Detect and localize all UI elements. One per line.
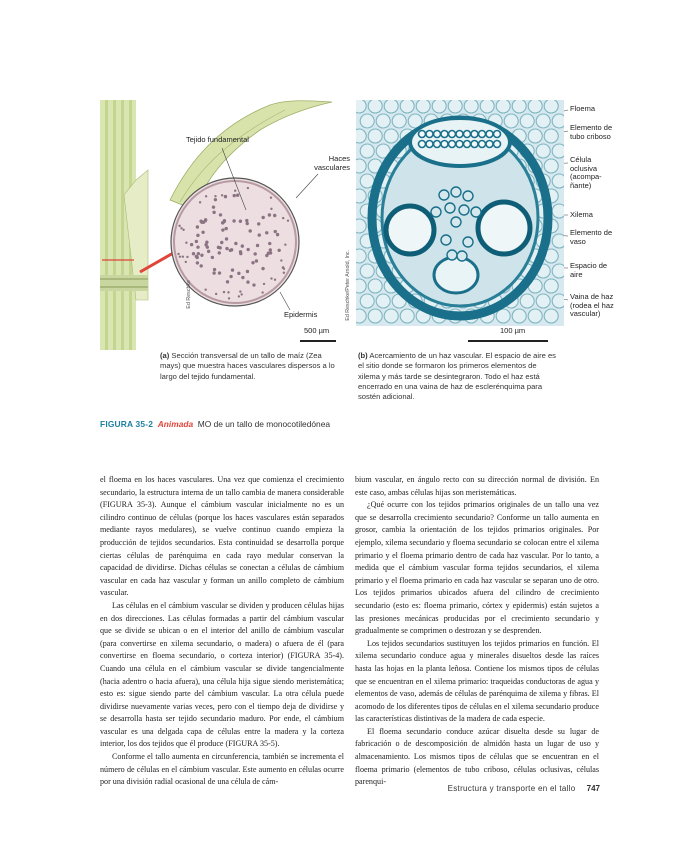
left-paragraph-2: Las células en el cámbium vascular se dividen y producen células hijas en dos direcciones. Las células formadas a partir del cámbium vascular que se divide se ubican o en el interior del anillo de cámbium vascular (para convertirse en xilema secundario, o madera) o afuera de él (para convertirse en floema secundario, o corteza interior) (FIGURA 35-4). Cuando una célula en el cámbium vascular se divide tangencialmente (hacia adentro o hacia afuera), una célula hija sigue siendo meristemática; esto es: sigue siendo parte del cámbium vascular. La otra célula puede dividirse nuevamente varias veces, pero con el tiempo deja de dividirse y se desarrolla hasta ser tejido secundario maduro. Por ende, el cámbium vascular es una delgada capa de células entre la madera y la corteza interior, los dos tejidos que él produce (FIGURA 35-5). (100, 600, 344, 749)
label-xilema: Xilema (570, 210, 593, 219)
label-elemento-tubo-criboso: Elemento de tubo criboso (570, 123, 613, 141)
scale-bar-b-label: 100 µm (500, 326, 526, 335)
figure-b-micrograph (356, 100, 564, 326)
caption-b-text: Acercamiento de un haz vascular. El espacio de aire es el sitio donde se formaron los primeros elementos de xilema y más tarde se desintegraron. Todo el haz está encerrado en una vaina de haz de esclerénquima para sostén adicional. (358, 351, 556, 401)
running-footer (430, 784, 600, 793)
scale-bar-b (468, 340, 548, 342)
caption-a-text: Sección transversal de un tallo de maíz (Zea mays) que muestra haces vasculares dispersos a lo largo del tejido fundamental. (160, 351, 335, 381)
left-paragraph-1: el floema en los haces vasculares. Una vez que comienza el crecimiento secundario, la estructura interna de un tallo cambia de manera considerable (FIGURA 35-3). Aunque el cámbium vascular inicialmente no es un cilindro continuo de células (porque los haces vasculares están separados mediante rayos medulares), se vuelve continuo cuando empieza la producción de tejidos secundarios. Esta continuidad se desarrolla porque ciertas células de parénquima en cada rayo medular conservan la capacidad de dividirse. Dichas células se conectan a células de cámbium vascular en cada haz vascular y forman un anillo completo de cámbium vascular. (100, 475, 344, 598)
right-paragraph-3: Los tejidos secundarios sustituyen los tejidos primarios en función. El xilema secundario conduce agua y minerales disueltos desde las raíces hasta las hojas en la planta leñosa. Contiene los mismos tipos de células que se encuentran en el xilema primario: traqueidas conductoras de agua y elementos de vaso, además de células de parénquima de xilema y fibras. El acomodo de los diferentes tipos de células en el xilema secundario produce las características distintivas de la madera de cada especie. (355, 638, 599, 724)
right-paragraph-1: bium vascular, en ángulo recto con su dirección normal de división. En este caso, ambas células hijas son meristemáticas. (355, 475, 599, 497)
label-elemento-vaso: Elemento de vaso (570, 228, 613, 246)
label-vaina-haz: Vaina de haz (rodea el haz vascular) (570, 292, 614, 319)
vascular-bundle-micrograph (356, 100, 564, 326)
left-paragraph-3: Conforme el tallo aumenta en circunferencia, también se incrementa el número de células en el cámbium vascular. Este aumento en células ocurre por una división radial ocasional de una célula de cám- (100, 752, 344, 787)
photo-credit-a: Ed Reschke (186, 280, 192, 309)
running-title: Estructura y transporte en el tallo (447, 784, 576, 793)
figure-title-text: MO de un tallo de monocotiledónea (197, 419, 331, 429)
label-celula-oclusiva: Célula oclusiva (acompa- ñante) (570, 155, 602, 190)
left-column (100, 474, 344, 789)
right-paragraph-2: ¿Qué ocurre con los tejidos primarios originales de un tallo una vez que se desarrolla crecimiento secundario? Conforme un tallo aumenta en grosor, cambia la orientación de los tejidos primarios originales. Por ejemplo, xilema secundario y floema secundario se colocan entre el xilema primario y el floema primario dentro de cada haz vascular. Por lo tanto, a medida que el cámbium vascular forma tejidos secundarios, el xilema primario y el floema primario en cada haz vascular se separan uno de otro. Los tejidos primarios ubicados afuera del cilindro de crecimiento secundario (esto es: floema primario, córtex y epidermis) están sujetos a las presiones mecánicas producidas por el crecimiento secundario y gradualmente se comprimen o destrozan y se desprenden. (355, 500, 599, 636)
figure-animated-tag: Animada (157, 419, 194, 429)
scale-bar-a-label: 500 µm (304, 326, 330, 335)
label-espacio-aire: Espacio de aire (570, 261, 608, 279)
page-number: 747 (586, 784, 600, 793)
label-haces-vasculares: Haces vasculares (314, 154, 350, 172)
right-paragraph-4: El floema secundario conduce azúcar disuelta desde su lugar de fabricación o de descomposición de almidón hasta un lugar de uso y almacenamiento. Los mismos tipos de células que se encuentran en el floema primario (elementos de tubo criboso, células oclusivas, células parenqui- (355, 726, 599, 787)
figure-number: FIGURA 35-2 (100, 419, 154, 429)
photo-credit-b: Ed Reschke/Peter Arnold, Inc. (345, 250, 351, 321)
figure-title (100, 419, 330, 429)
label-epidermis: Epidermis (284, 310, 318, 319)
label-floema: Floema (570, 104, 596, 113)
caption-b-letter: (b) (358, 351, 368, 360)
right-column (355, 474, 599, 789)
caption-a-letter: (a) (160, 351, 170, 360)
caption-b (358, 351, 556, 402)
label-tejido-fundamental: Tejido fundamental (186, 135, 249, 144)
caption-a (160, 351, 340, 382)
